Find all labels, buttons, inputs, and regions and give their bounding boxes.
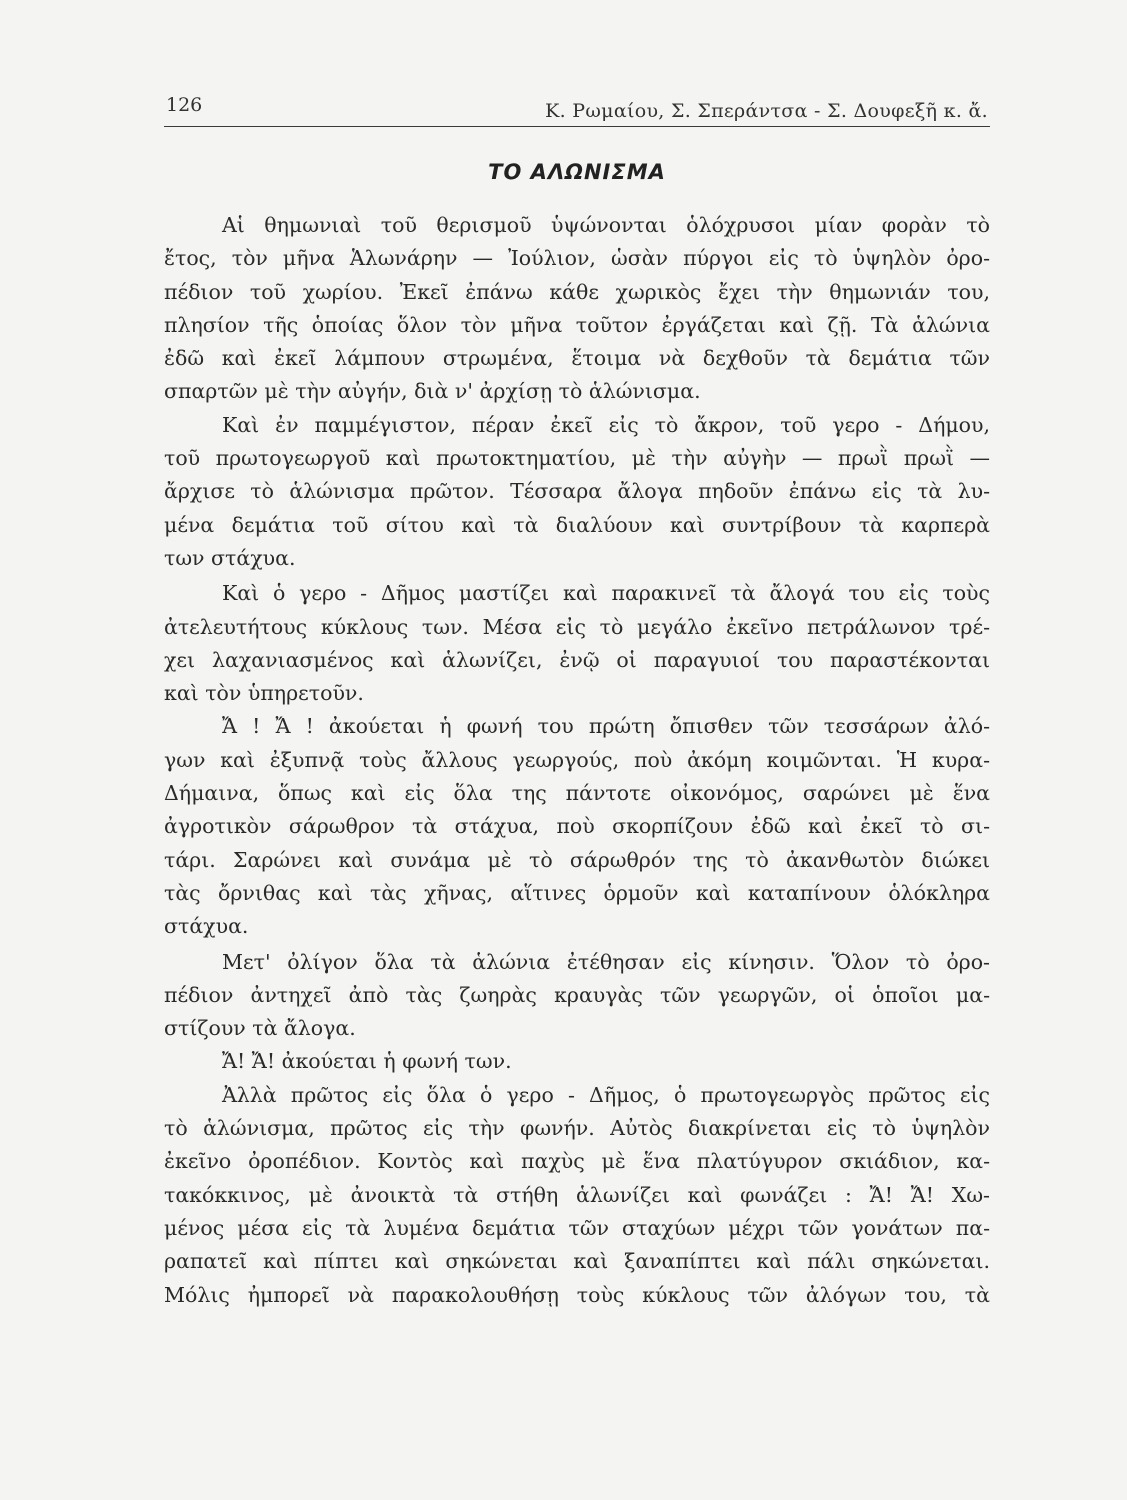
text-line: τάρι. Σαρώνει καὶ συνάμα μὲ τὸ σάρωθρόν της τὸ ἀκανθωτὸν διώκει [164,847,990,872]
text-line: πλησίον τῆς ὁποίας ὅλον τὸν μῆνα τοῦτον ἐργάζεται καὶ ζῇ. Τὰ ἁλώνια [164,312,990,337]
text-line: μένα δεμάτια τοῦ σίτου καὶ τὰ διαλύουν καὶ συντρίβουν τὰ καρπερὰ [164,512,990,537]
article-title: ΤΟ ΑΛΩΝΙΣΜΑ [488,160,666,184]
text-line: σπαρτῶν μὲ τὴν αὐγήν, διὰ ν' ἀρχίσῃ τὸ ἁλώνισμα. [164,379,701,404]
text-line: πέδιον τοῦ χωρίου. Ἐκεῖ ἐπάνω κάθε χωρικὸς ἔχει τὴν θημωνιάν του, [164,279,990,304]
text-line: Ἄ ! Ἄ ! ἀκούεται ἡ φωνή του πρώτη ὄπισθεν τῶν τεσσάρων ἀλό- [222,714,990,739]
text-line: τακόκκινος, μὲ ἀνοικτὰ τὰ στήθη ἁλωνίζει καὶ φωνάζει : Ἄ! Ἄ! Χω- [164,1182,990,1207]
text-line: Καὶ ὁ γερο - Δῆμος μαστίζει καὶ παρακινεῖ τὰ ἄλογά του εἰς τοὺς [222,581,990,606]
text-line: Δήμαινα, ὅπως καὶ εἰς ὅλα της πάντοτε οἰκονόμος, σαρώνει μὲ ἕνα [164,781,990,806]
text-line: τὰς ὄρνιθας καὶ τὰς χῆνας, αἵτινες ὁρμοῦν καὶ καταπίνουν ὁλόκληρα [164,880,990,905]
text-line: Ἀλλὰ πρῶτος εἰς ὅλα ὁ γερο - Δῆμος, ὁ πρωτογεωργὸς πρῶτος εἰς [222,1082,990,1107]
text-line: Μετ' ὀλίγον ὅλα τὰ ἁλώνια ἐτέθησαν εἰς κίνησιν. Ὅλον τὸ ὀρο- [222,949,990,974]
running-head-authors: Κ. Ρωμαίου, Σ. Σπεράντσα - Σ. Δουφεξῆ κ. ἄ. [545,100,988,122]
text-line: καὶ τὸν ὑπηρετοῦν. [164,681,364,706]
text-line: στίζουν τὰ ἄλογα. [164,1016,356,1041]
text-line: μένος μέσα εἰς τὰ λυμένα δεμάτια τῶν σταχύων μέχρι τῶν γονάτων πα- [164,1215,990,1240]
text-line: πέδιον ἀντηχεῖ ἀπὸ τὰς ζωηρὰς κραυγὰς τῶν γεωργῶν, οἱ ὁποῖοι μα- [164,982,990,1007]
body-text [164,209,990,1312]
text-line: τοῦ πρωτογεωργοῦ καὶ πρωτοκτηματίου, μὲ τὴν αὐγὴν — πρωῒ πρωῒ — [164,446,990,471]
text-line: τὸ ἁλώνισμα, πρῶτος εἰς τὴν φωνήν. Αὐτὸς διακρίνεται εἰς τὸ ὑψηλὸν [164,1116,990,1141]
text-line: γων καὶ ἐξυπνᾷ τοὺς ἄλλους γεωργούς, ποὺ ἀκόμη κοιμῶνται. Ἡ κυρα- [164,747,990,772]
text-line: ραπατεῖ καὶ πίπτει καὶ σηκώνεται καὶ ξαναπίπτει καὶ πάλι σηκώνεται. [164,1249,990,1274]
text-line: ἐδῶ καὶ ἐκεῖ λάμπουν στρωμένα, ἕτοιμα νὰ δεχθοῦν τὰ δεμάτια τῶν [164,346,990,371]
text-line: Καὶ ἐν παμμέγιστον, πέραν ἐκεῖ εἰς τὸ ἄκρον, τοῦ γερο - Δήμου, [222,412,990,437]
text-line: ἀγροτικὸν σάρωθρον τὰ στάχυα, ποὺ σκορπίζουν ἐδῶ καὶ ἐκεῖ τὸ σι- [164,814,990,839]
text-line: Μόλις ἠμπορεῖ νὰ παρακολουθήσῃ τοὺς κύκλους τῶν ἀλόγων του, τὰ [164,1282,990,1307]
page-number: 126 [166,94,203,116]
text-line: στάχυα. [164,914,249,939]
text-line: Ἄ! Ἄ! ἀκούεται ἡ φωνή των. [222,1049,512,1074]
text-line: ἔτος, τὸν μῆνα Ἁλωνάρην — Ἰούλιον, ὡσὰν πύργοι εἰς τὸ ὑψηλὸν ὀρο- [164,246,990,271]
text-line: χει λαχανιασμένος καὶ ἁλωνίζει, ἐνῷ οἱ παραγυιοί του παραστέκονται [164,647,990,672]
running-head [164,92,990,127]
text-line: Αἱ θημωνιαὶ τοῦ θερισμοῦ ὑψώνονται ὁλόχρυσοι μίαν φορὰν τὸ [222,213,990,237]
text-line: ἐκεῖνο ὀροπέδιον. Κοντὸς καὶ παχὺς μὲ ἕνα πλατύγυρον σκιάδιον, κα- [164,1149,990,1174]
text-line: ἄρχισε τὸ ἁλώνισμα πρῶτον. Τέσσαρα ἄλογα πηδοῦν ἐπάνω εἰς τὰ λυ- [164,479,990,504]
text-line: των στάχυα. [164,545,296,570]
text-line: ἀτελευτήτους κύκλους των. Μέσα εἰς τὸ μεγάλο ἐκεῖνο πετράλωνον τρέ- [164,614,990,639]
